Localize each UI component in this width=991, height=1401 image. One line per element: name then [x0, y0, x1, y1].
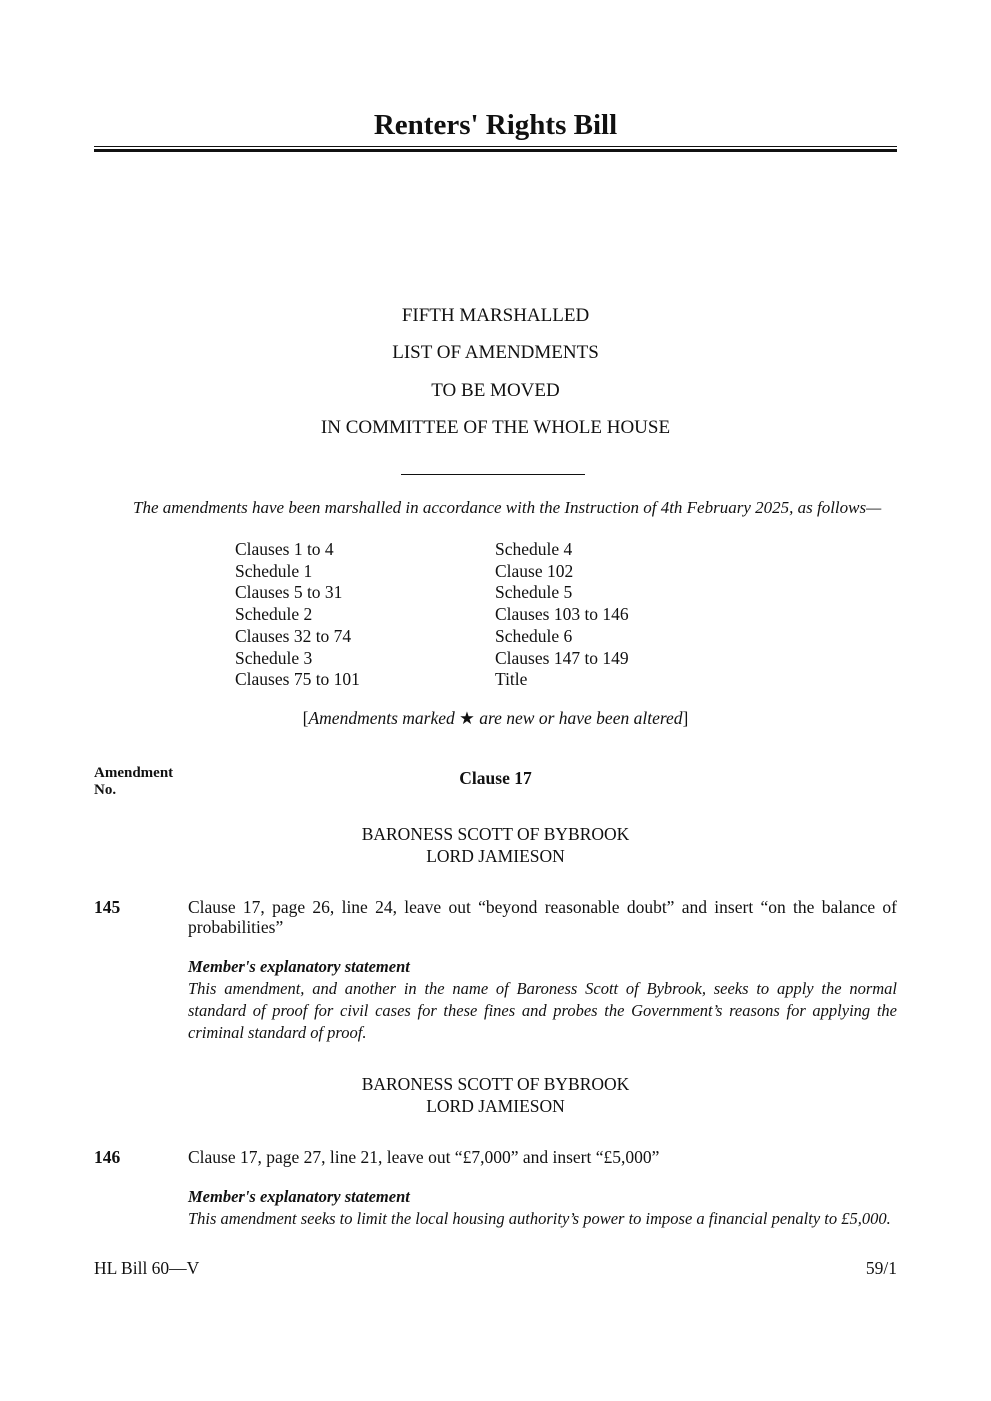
heading-divider [401, 474, 585, 475]
order-list-left [235, 539, 360, 691]
order-item: Clauses 32 to 74 [235, 625, 352, 646]
order-item: Schedule 5 [495, 582, 573, 603]
heading-line-4: IN COMMITTEE OF THE WHOLE HOUSE [320, 417, 671, 438]
amendment-number: 146 [94, 1147, 121, 1167]
order-list-right [495, 539, 629, 691]
bill-reference: HL Bill 60—V [94, 1258, 200, 1278]
sponsor-name: LORD JAMIESON [426, 846, 565, 866]
amendment-number: 145 [94, 897, 121, 917]
order-item: Clauses 147 to 149 [495, 647, 629, 668]
order-item: Schedule 4 [495, 539, 573, 559]
clause-heading: Clause 17 [459, 768, 532, 788]
order-item: Schedule 1 [235, 560, 313, 581]
star-icon: ★ [459, 708, 475, 728]
amendment-sponsors [94, 1073, 897, 1117]
marshalling-intro: The amendments have been marshalled in accordance with the Instruction of 4th February 2025, as follows— [133, 498, 882, 517]
heading-line-1: FIFTH MARSHALLED [401, 305, 590, 326]
amendment-text: Clause 17, page 27, line 21, leave out “£7,000” and insert “£5,000” [188, 1147, 660, 1167]
sponsor-name: BARONESS SCOTT OF BYBROOK [361, 824, 630, 844]
explanatory-statement-heading: Member's explanatory statement [188, 1187, 410, 1206]
note-bracket-open: [ [302, 708, 309, 728]
heading-line-3: TO BE MOVED [431, 380, 560, 401]
amendment-text: Clause 17, page 26, line 24, leave out “beyond reasonable doubt” and insert “on the balance of probabilities” [188, 897, 897, 937]
explanatory-statement-text: This amendment, and another in the name of Baroness Scott of Bybrook, seeks to apply the normal standard of proof for civil cases for these fines and probes the Government’s reasons for applying the criminal standard of proof. [188, 979, 897, 1042]
order-item: Clauses 75 to 101 [235, 669, 360, 690]
explanatory-statement-heading: Member's explanatory statement [188, 957, 410, 976]
order-item: Title [495, 669, 528, 690]
title-rule-thin [94, 146, 897, 147]
order-item: Schedule 3 [235, 647, 313, 668]
note-text-before: Amendments marked [308, 708, 460, 728]
title-rule-thick [94, 149, 897, 152]
note-bracket-close: ] [682, 708, 689, 728]
order-item: Clauses 5 to 31 [235, 582, 343, 603]
explanatory-statement-text: This amendment seeks to limit the local housing authority’s power to impose a financial penalty to £5,000. [188, 1209, 891, 1228]
order-item: Schedule 6 [495, 625, 573, 646]
altered-amendments-note [94, 707, 897, 729]
order-item: Clauses 103 to 146 [495, 604, 629, 625]
note-text-after: are new or have been altered [474, 708, 683, 728]
sponsor-name: BARONESS SCOTT OF BYBROOK [361, 1074, 630, 1094]
number-label-line: No. [94, 782, 117, 798]
heading-line-2: LIST OF AMENDMENTS [392, 342, 599, 363]
amendment-sponsors [94, 823, 897, 867]
amendment-label-line: Amendment [94, 765, 174, 781]
order-item: Clause 102 [495, 560, 574, 581]
sponsor-name: LORD JAMIESON [426, 1096, 565, 1116]
page-reference: 59/1 [865, 1258, 897, 1278]
order-item: Schedule 2 [235, 604, 313, 625]
bill-title: Renters' Rights Bill [373, 109, 618, 141]
order-item: Clauses 1 to 4 [235, 539, 334, 559]
